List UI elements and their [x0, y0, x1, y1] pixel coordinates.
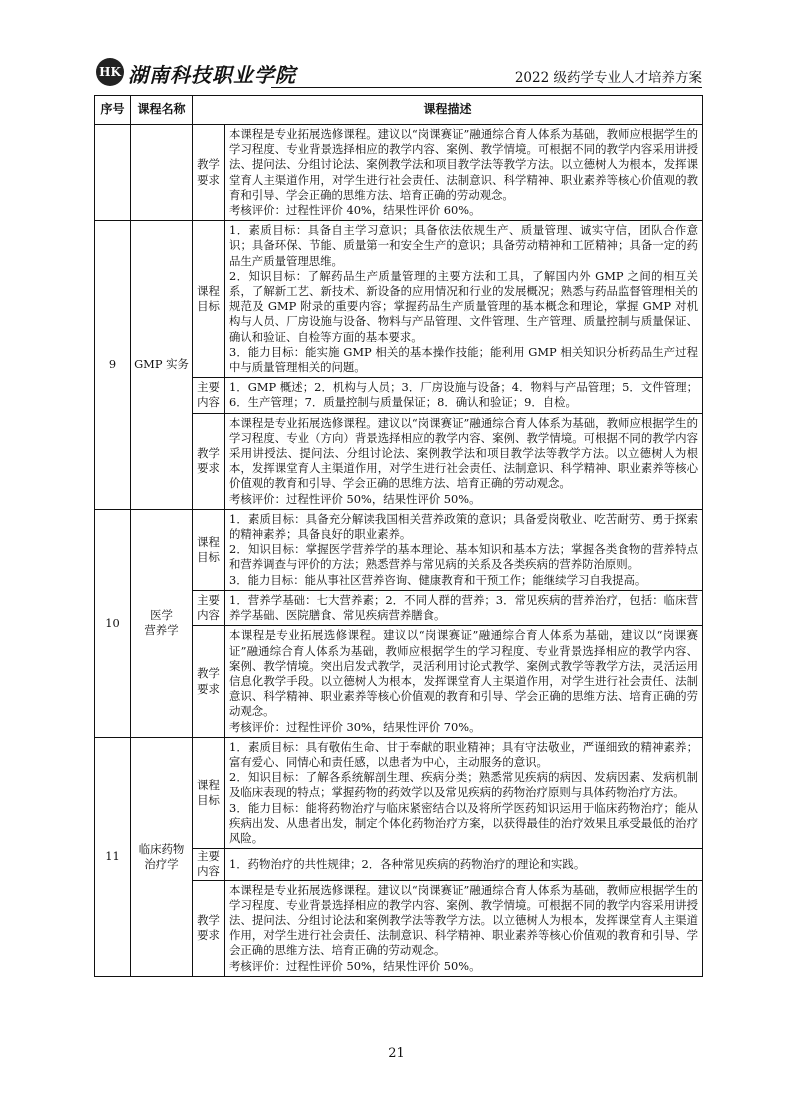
course-table [94, 95, 703, 977]
goals-text: 1．素质目标：具有敬佑生命、甘于奉献的职业精神；具有守法敬业，严谨细致的精神素养；富有爱心、同情心和责任感，以患者为中心，主动服务的意识。 2．知识目标：了解各系统解剖生理、疾病分类；熟悉常见疾病的病因、发病因素、发病机制及临床表现的特点；掌握药物的药效学以及常见疾病的药物治疗原则与具体药物治疗方法。 3．能力目标：能将药物治疗与临床紧密结合以及将所学医药知识运用于临床药物治疗；能从疾病出发、从患者出发，制定个体化药物治疗方案，以获得最佳的治疗效果且承受最低的治疗风险。 [225, 737, 703, 848]
course-number: 10 [95, 509, 131, 737]
header-rule [271, 87, 702, 88]
sub-label-requirements: 教学 要求 [193, 413, 225, 509]
requirements-text: 本课程是专业拓展选修课程。建议以“岗课赛证”融通综合育人体系为基础，教师应根据学生的学习程度、专业背景选择相应的教学内容、案例、教学情境。可根据不同的教学内容采用讲授法、提问法、分组讨论法、案例教学法和项目教学法等教学方法。以立德树人为根本，发挥课堂育人主渠道作用，对学生进行社会责任、法制意识、科学精神、职业素养等核心价值观的教育和引导、学会正确的思维方法、培育正确的劳动观念。 考核评价：过程性评价 40%，结果性评价 60%。 [225, 125, 703, 221]
sub-label-goals: 课程 目标 [193, 737, 225, 848]
sub-label-content: 主要 内容 [193, 590, 225, 625]
sub-label-content: 主要 内容 [193, 378, 225, 413]
header-description: 课程描述 [193, 96, 703, 125]
course-number: 11 [95, 737, 131, 976]
table-header-row [95, 96, 703, 125]
page-number: 21 [388, 1046, 405, 1061]
course-name: GMP 实务 [131, 221, 193, 510]
assessment-text: 考核评价：过程性评价 50%，结果性评价 50%。 [229, 958, 481, 973]
document-title: 2022 级药学专业人才培养方案 [514, 70, 702, 86]
content-text: 1．营养学基础：七大营养素；2．不同人群的营养；3．常见疾病的营养治疗，包括：临床营养学基础、医院膳食、常见疾病营养膳食。 [225, 590, 703, 625]
sub-label-content: 主要 内容 [193, 849, 225, 880]
assessment-text: 考核评价：过程性评价 50%，结果性评价 50%。 [229, 491, 481, 506]
name-cell [131, 125, 193, 221]
header-course-name: 课程名称 [131, 96, 193, 125]
school-logo: HK [96, 58, 124, 86]
assessment-text: 考核评价：过程性评价 40%，结果性评价 60%。 [229, 203, 481, 218]
goals-text: 1．素质目标：具备自主学习意识；具备依法依规生产、质量管理、诚实守信，团队合作意识；具备环保、节能、质量第一和安全生产的意识；具备劳动精神和工匠精神；具备一定的药品生产质量管理思维。 2．知识目标：了解药品生产质量管理的主要方法和工具，了解国内外 GMP 之间的相互关系，了解新工艺、新技术、新设备的应用情况和行业的发展概况；熟悉与药品监督管理相关的规范及 GMP 附录的重要内容；掌握药品生产质量管理的基本概念和理论，掌握 GMP 对机构与人员、厂房设施与设备、物料与产品管理、文件管理、生产管理、质量控制与质量保证、确认和验证、自检等方面的基本要求。 3．能力目标：能实施 GMP 相关的基本操作技能；能利用 GMP 相关知识分析药品生产过程中与质量管理相关的问题。 [225, 221, 703, 378]
page-header [96, 58, 702, 88]
course-name: 医学 营养学 [131, 509, 193, 737]
sub-label-requirements: 教学 要求 [193, 125, 225, 221]
requirements-text: 本课程是专业拓展选修课程。建议以“岗课赛证”融通综合育人体系为基础，教师应根据学生的学习程度、专业（方向）背景选择相应的教学内容、案例、教学情境。可根据不同的教学内容采用讲授法、提问法、分组讨论法、案例教学法和项目教学法等教学方法。以立德树人为根本，发挥课堂育人主渠道作用，对学生进行社会责任、法制意识、科学精神、职业素养等核心价值观的教育和引导、学会正确的思维方法、培育正确的劳动观念。 考核评价：过程性评价 50%，结果性评价 50%。 [225, 413, 703, 509]
course-number: 9 [95, 221, 131, 510]
content-text: 1．药物治疗的共性规律；2．各种常见疾病的药物治疗的理论和实践。 [225, 849, 703, 880]
header-index: 序号 [95, 96, 131, 125]
requirements-text: 本课程是专业拓展选修课程。建议以“岗课赛证”融通综合育人体系为基础，建议以“岗课赛证”融通综合育人体系为基础，教师应根据学生的学习程度、专业背景选择相应的教学内容、案例、教学情境。突出启发式教学，灵活利用讨论式教学、案例式教学等教学方法，灵活运用信息化教学手段。以立德树人为根本，发挥课堂育人主渠道作用，对学生进行社会责任、法制意识、科学精神、职业素养等核心价值观的教育和引导、学会正确的思维方法、培育正确的劳动观念。 考核评价：过程性评价 30%，结果性评价 70%。 [225, 626, 703, 737]
goals-text: 1．素质目标：具备充分解读我国相关营养政策的意识；具备爱岗敬业、吃苦耐劳、勇于探索的精神素养；具备良好的职业素养。 2．知识目标：掌握医学营养学的基本理论、基本知识和基本方法；掌握各类食物的营养特点和营养调查与评价的方法；熟悉营养与常见病的关系及各类疾病的营养防治原则。 3．能力目标：能从事社区营养咨询、健康教育和干预工作；能继续学习自我提高。 [225, 509, 703, 590]
table-row [95, 221, 703, 378]
index-cell [95, 125, 131, 221]
assessment-text: 考核评价：过程性评价 30%，结果性评价 70%。 [229, 719, 481, 734]
requirements-text: 本课程是专业拓展选修课程。建议以“岗课赛证”融通综合育人体系为基础，教师应根据学生的学习程度、专业背景选择相应的教学内容、案例、教学情境。可根据不同的教学内容采用讲授法、提问法、分组讨论法和案例教学法等教学方法。以立德树人为根本，发挥课堂育人主渠道作用，对学生进行社会责任、法制意识、科学精神、职业素养等核心价值观的教育和引导、学会正确的思维方法、培育正确的劳动观念。 考核评价：过程性评价 50%，结果性评价 50%。 [225, 880, 703, 976]
table-row [95, 125, 703, 221]
sub-label-requirements: 教学 要求 [193, 880, 225, 976]
sub-label-goals: 课程 目标 [193, 221, 225, 378]
table-row [95, 737, 703, 848]
course-name: 临床药物 治疗学 [131, 737, 193, 976]
sub-label-goals: 课程 目标 [193, 509, 225, 590]
table-row [95, 509, 703, 590]
content-text: 1．GMP 概述；2．机构与人员；3．厂房设施与设备；4．物料与产品管理；5．文件管理；6．生产管理；7．质量控制与质量保证；8．确认和验证；9．自检。 [225, 378, 703, 413]
school-name: 湖南科技职业学院 [128, 63, 296, 87]
sub-label-requirements: 教学 要求 [193, 626, 225, 737]
